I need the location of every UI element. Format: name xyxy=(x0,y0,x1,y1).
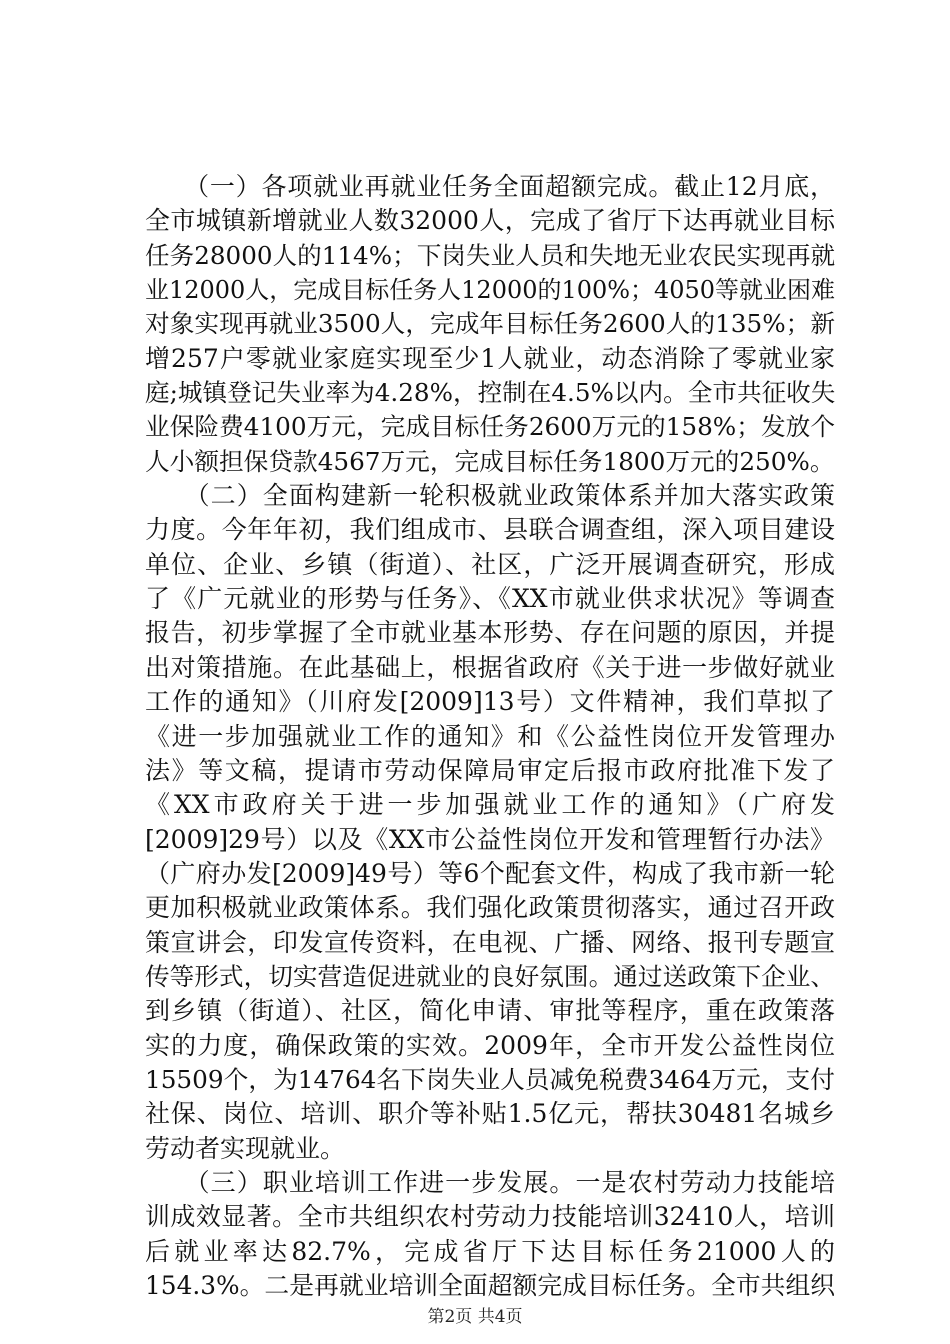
text-line: 实的力度，确保政策的实效。2009年，全市开发公益性岗位 xyxy=(145,1030,835,1060)
text-line: 对象实现再就业3500人，完成年目标任务2600人的135%；新 xyxy=(145,309,835,339)
text-line: [2009]29号）以及《XX市公益性岗位开发和管理暂行办法》 xyxy=(145,824,835,854)
text-line: 庭;城镇登记失业率为4.28%，控制在4.5%以内。全市共征收失 xyxy=(145,378,836,408)
text-line: 工作的通知》（川府发[2009]13号）文件精神，我们草拟了 xyxy=(145,687,835,717)
text-line: 训成效显著。全市共组织农村劳动力技能培训32410人，培训 xyxy=(145,1202,835,1232)
text-line: 法》等文稿，提请市劳动保障局审定后报市政府批准下发了 xyxy=(145,755,835,785)
text-line: （广府办发[2009]49号）等6个配套文件，构成了我市新一轮 xyxy=(145,858,835,888)
text-line: 更加积极就业政策体系。我们强化政策贯彻落实，通过召开政 xyxy=(145,893,835,923)
text-line: 劳动者实现就业。 xyxy=(145,1133,346,1163)
text-line: （二）全面构建新一轮积极就业政策体系并加大落实政策 xyxy=(145,481,835,511)
text-line: 力度。今年年初，我们组成市、县联合调查组，深入项目建设 xyxy=(145,515,835,545)
text-line: 增257户零就业家庭实现至少1人就业，动态消除了零就业家 xyxy=(145,343,835,373)
text-line: 《XX市政府关于进一步加强就业工作的通知》（广府发 xyxy=(145,790,835,820)
text-line: 任务28000人的114%；下岗失业人员和失地无业农民实现再就 xyxy=(145,240,836,270)
text-line: 15509个，为14764名下岗失业人员减免税费3464万元，支付 xyxy=(145,1064,835,1094)
text-line: （一）各项就业再就业任务全面超额完成。截止12月底， xyxy=(145,172,835,201)
page-footer: 第2页 共4页 xyxy=(427,1307,523,1327)
text-line: 人小额担保贷款4567万元，完成目标任务1800万元的250%。 xyxy=(145,446,835,476)
text-line: 业保险费4100万元，完成目标任务2600万元的158%；发放个 xyxy=(145,412,835,442)
text-line: 传等形式，切实营造促进就业的良好氛围。通过送政策下企业、 xyxy=(145,961,835,991)
text-line: 策宣讲会，印发宣传资料，在电视、广播、网络、报刊专题宣 xyxy=(145,927,835,957)
text-line: 到乡镇（街道）、社区，简化申请、审批等程序，重在政策落 xyxy=(145,996,835,1026)
text-line: 社保、岗位、培训、职介等补贴1.5亿元，帮扶30481名城乡 xyxy=(145,1099,835,1129)
text-line: 后就业率达82.7%，完成省厅下达目标任务21000人的 xyxy=(145,1236,835,1266)
document-body xyxy=(145,170,835,1303)
text-line: 154.3%。二是再就业培训全面超额完成目标任务。全市共组织 xyxy=(145,1271,836,1300)
text-line: 全市城镇新增就业人数32000人，完成了省厅下达再就业目标 xyxy=(145,206,835,236)
text-line: 报告，初步掌握了全市就业基本形势、存在问题的原因，并提 xyxy=(145,618,835,648)
text-line: 《进一步加强就业工作的通知》和《公益性岗位开发管理办 xyxy=(145,721,835,751)
text-line: （三）职业培训工作进一步发展。一是农村劳动力技能培 xyxy=(145,1167,835,1197)
text-line: 出对策措施。在此基础上，根据省政府《关于进一步做好就业 xyxy=(145,652,835,682)
text-line: 业12000人，完成目标任务人12000的100%；4050等就业困难 xyxy=(145,276,835,305)
text-line: 单位、企业、乡镇（街道）、社区，广泛开展调查研究，形成 xyxy=(145,549,835,579)
text-line: 了《广元就业的形势与任务》、《XX市就业供求状况》等调查 xyxy=(145,584,835,614)
